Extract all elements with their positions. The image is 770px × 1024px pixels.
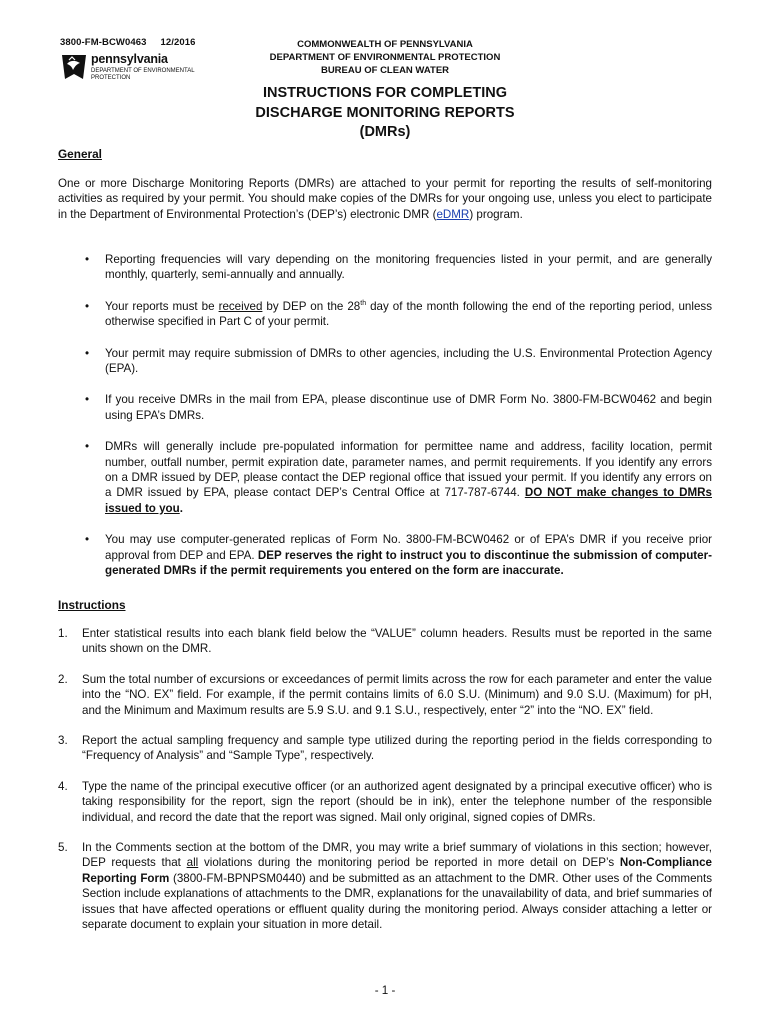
- logo-subtitle-line2: PROTECTION: [91, 75, 131, 81]
- bullet-text: Your permit may require submission of DMRs to other agencies, including the U.S. Environmental Protection Agency (EPA).: [105, 346, 712, 376]
- form-date: 12/2016: [160, 37, 196, 48]
- bullet-text: by DEP on the 28: [262, 299, 361, 313]
- bullet-icon: •: [85, 253, 90, 266]
- agency-line-2: DEPARTMENT OF ENVIRONMENTAL PROTECTION: [269, 52, 501, 63]
- list-item: [58, 733, 712, 764]
- agency-header: [230, 38, 540, 77]
- list-item: [58, 299, 712, 330]
- agency-line-3: BUREAU OF CLEAN WATER: [320, 65, 450, 76]
- bullet-icon: •: [85, 346, 90, 360]
- intro-text: One or more Discharge Monitoring Reports (DMRs) are attached to your permit for reporting the results of self-monitoring activities as required by your permit. You should make copies of the DMRs for your ongoing use, unless you elect to participate in the Department of Environmental Protection’s (DEP’s) electronic DMR (: [58, 177, 712, 221]
- step-number: 2.: [58, 672, 68, 686]
- step-number: 1.: [58, 627, 68, 640]
- bullet-text: Your reports must be: [105, 299, 219, 313]
- bullet-icon: •: [85, 440, 90, 454]
- general-intro: [58, 176, 712, 222]
- step-underlined-text: all: [186, 856, 199, 870]
- logo-subtitle: [91, 68, 231, 82]
- bullet-icon: •: [85, 299, 90, 313]
- title-line-1: INSTRUCTIONS FOR COMPLETING: [262, 85, 508, 101]
- ordinal-suffix: th: [360, 299, 367, 307]
- list-item: [58, 346, 712, 377]
- step-text: In the Comments section at the bottom of the DMR, you may write a brief summary of violations in this section; however, DEP requests that: [82, 841, 712, 870]
- step-text: Report the actual sampling frequency and sample type utilized during the reporting period in the fields corresponding to “Frequency of Analysis” and “Sample Type”, respectively.: [82, 734, 712, 763]
- instructions-heading: Instructions: [58, 598, 126, 612]
- form-number: 3800-FM-BCW0463: [60, 37, 147, 48]
- bullet-text: day of the month following the end of the reporting period, unless otherwise specified in Part C of your permit.: [105, 299, 713, 329]
- list-item: [58, 840, 712, 932]
- title-line-3: (DMRs): [359, 124, 411, 140]
- bullet-bold-warning: DO NOT make changes to DMRs issued to you: [105, 486, 712, 515]
- logo-subtitle-line1: DEPARTMENT OF ENVIRONMENTAL: [91, 68, 195, 74]
- step-text: Type the name of the principal executive officer (or an authorized agent designated by a principal executive officer) who is taking responsibility for the report, sign the report (should be in ink), enter the telephone number of the responsible individual, and record the date that the report was signed. Mail only original, signed copies of DMRs.: [82, 779, 712, 824]
- list-item: [58, 779, 712, 825]
- intro-text-end: ) program.: [469, 207, 523, 221]
- step-number: 4.: [58, 779, 68, 793]
- instructions-list: [58, 626, 712, 948]
- list-item: [58, 439, 712, 516]
- keystone-logo-icon: [60, 52, 88, 82]
- bullet-text: Reporting frequencies will vary depending on the monitoring frequencies listed in your permit, and are generally monthly, quarterly, semi-annually and annually.: [105, 253, 712, 282]
- list-item: [58, 672, 712, 718]
- step-number: 5.: [58, 841, 68, 855]
- step-text: Sum the total number of excursions or exceedances of permit limits across the row for each parameter and enter the value into the “NO. EX” field. For example, if the permit contains limits of 6.0 S.U. (Minimum) and 9.0 S.U. (Maximum) for pH, and the Minimum and Maximum results are 5.9 S.U. and 9.1 S.U., respectively, enter “2” into the “NO. EX” field.: [82, 672, 712, 717]
- general-heading: General: [58, 147, 102, 161]
- list-item: [58, 532, 712, 578]
- step-text: Enter statistical results into each blank field below the “VALUE” column headers. Results must be reported in the same units shown on the DMR.: [82, 627, 712, 656]
- list-item: [58, 252, 712, 283]
- bullet-underlined-text: received: [218, 299, 263, 313]
- logo-wordmark: pennsylvania: [91, 52, 168, 66]
- title-line-2: DISCHARGE MONITORING REPORTS: [255, 104, 515, 121]
- agency-line-1: COMMONWEALTH OF PENNSYLVANIA: [297, 39, 473, 50]
- bullet-text: DMRs will generally include pre-populated information for permittee name and address, facility location, permit number, outfall number, permit expiration date, parameter names, and permit requirements. If you identify any errors on a DMR issued by DEP, please contact the DEP regional office that issued your permit. If you identify any errors on a DMR issued by EPA, please contact DEP’s Central Office at 717-787-6744.: [105, 440, 712, 500]
- bullet-text: You may use computer-generated replicas of Form No. 3800-FM-BCW0462 or of EPA’s DMR if you receive prior approval from DEP and EPA.: [105, 533, 712, 562]
- list-item: [58, 626, 712, 657]
- page-number: - 1 -: [374, 984, 396, 997]
- list-item: [58, 392, 712, 423]
- bullet-icon: •: [85, 533, 90, 547]
- document-title: [150, 84, 620, 143]
- step-text: violations during the monitoring period be reported in more detail on DEP’s: [198, 856, 620, 870]
- bullet-text: If you receive DMRs in the mail from EPA, please discontinue use of DMR Form No. 3800-FM-BCW0462 and begin using EPA’s DMRs.: [105, 393, 712, 422]
- bullet-icon: •: [85, 393, 90, 407]
- step-number: 3.: [58, 734, 68, 748]
- general-bullet-list: [58, 252, 712, 595]
- bullet-bold-period: .: [179, 501, 183, 515]
- edmr-link[interactable]: eDMR: [436, 207, 470, 221]
- step-bold-text: Non-Compliance Reporting Form: [82, 856, 712, 885]
- step-text: (3800-FM-BPNPSM0440) and be submitted as an attachment to the DMR. Other uses of the Comments Section include explanations of attachments to the DMR, explanations for the unavailability of data, and brief summaries of issues that have affected operations or effluent quality during the monitoring period. Always consider attaching a letter or separate document to explain your situation in more detail.: [82, 871, 712, 932]
- bullet-bold-text: DEP reserves the right to instruct you to discontinue the submission of computer-generated DMRs if the permit requirements you entered on the form are inaccurate.: [105, 548, 712, 578]
